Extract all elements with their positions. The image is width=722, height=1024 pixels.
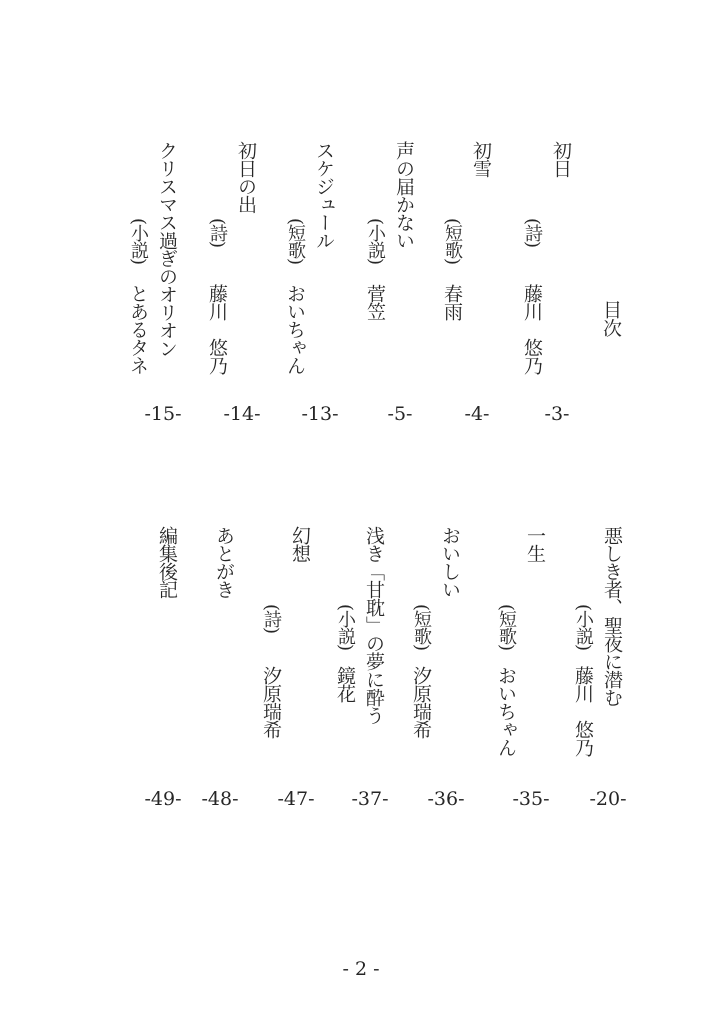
entry-author: 藤川 悠乃 [572, 666, 594, 756]
entry-author: 春雨 [441, 284, 463, 320]
entry-author: 藤川 悠乃 [206, 284, 228, 374]
entry-author: 藤川 悠乃 [521, 284, 543, 374]
entry-title: おいしい [439, 526, 461, 598]
entry-title: 初日 [550, 141, 572, 177]
entry-page-number: -15- [144, 403, 182, 425]
entry-author: 汐原瑞希 [260, 666, 282, 738]
entry-page-number: -49- [144, 788, 182, 810]
entry-page-number: -35- [512, 788, 550, 810]
toc-entry [118, 526, 208, 836]
entry-author: おいちゃん [495, 666, 517, 756]
entry-genre: (詩) [261, 604, 282, 634]
entry-page-number: -20- [589, 788, 627, 810]
toc-entry [486, 526, 576, 836]
entry-genre: (短歌) [442, 218, 463, 265]
entry-page-number: -14- [223, 403, 261, 425]
entry-page-number: -48- [201, 788, 239, 810]
entry-page-number: -37- [351, 788, 389, 810]
entry-genre: (短歌) [285, 218, 306, 265]
entry-genre: (小説) [128, 218, 149, 265]
entry-title: 初日の出 [235, 141, 257, 213]
entry-title: スケジュール [313, 141, 335, 249]
entry-title: クリスマス過ぎのオリオン [156, 141, 178, 357]
entry-page-number: -36- [427, 788, 465, 810]
footer-page-number: - 2 - [342, 958, 380, 980]
page-title: 目次 [600, 300, 622, 337]
entry-title: 一生 [524, 526, 546, 562]
toc-entry [563, 526, 653, 836]
entry-genre: (小説) [335, 604, 356, 651]
entry-title: あとがき [213, 526, 235, 598]
entry-title: 声の届かない [393, 141, 415, 249]
entry-title: 幻想 [289, 526, 311, 562]
entry-author: 鏡花 [334, 666, 356, 702]
entry-title: 初雪 [470, 141, 492, 177]
entry-genre: (小説) [573, 604, 594, 651]
entry-genre: (短歌) [411, 604, 432, 651]
entry-title: 浅き「甘耽」の夢に酔う [363, 526, 385, 724]
entry-title: 編集後記 [156, 526, 178, 598]
entry-page-number: -5- [387, 403, 413, 425]
entry-genre: (詩) [207, 218, 228, 248]
entry-genre: (短歌) [496, 604, 517, 651]
entry-page-number: -13- [301, 403, 339, 425]
entry-genre: (詩) [522, 218, 543, 248]
entry-page-number: -3- [544, 403, 570, 425]
entry-title: 悪しき者、聖夜に潜む [601, 526, 623, 706]
entry-author: 菅笠 [364, 284, 386, 320]
entry-author: おいちゃん [284, 284, 306, 374]
entry-page-number: -4- [464, 403, 490, 425]
entry-page-number: -47- [277, 788, 315, 810]
entry-author: とあるタネ [127, 284, 149, 374]
entry-genre: (小説) [365, 218, 386, 265]
entry-author: 汐原瑞希 [410, 666, 432, 738]
